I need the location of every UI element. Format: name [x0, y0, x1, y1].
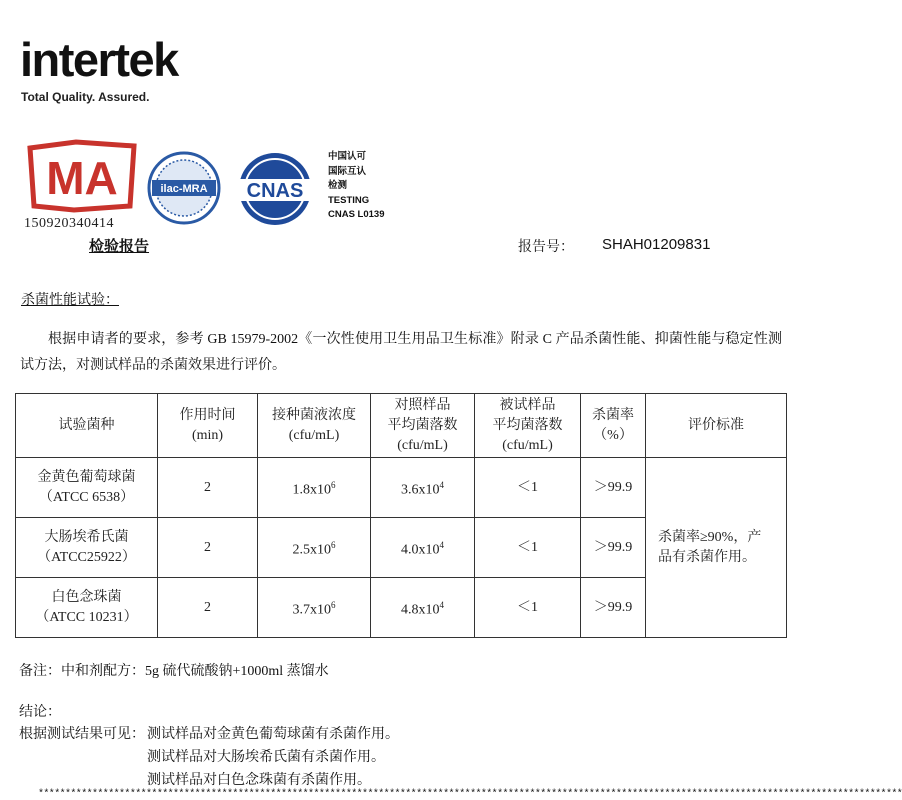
inoculum-cell: $3.7x10^6$: [258, 578, 371, 638]
footer-divider: ****************************************************************************************************************************************************************: [38, 789, 902, 800]
brand-tagline: Total Quality. Assured.: [21, 90, 150, 104]
svg-text:MA: MA: [46, 152, 118, 204]
ilac-mra-seal-icon: [146, 150, 222, 226]
cma-number: 150920340414: [24, 216, 114, 231]
time-cell: 2: [158, 578, 258, 638]
cnas-seal-icon: [232, 150, 318, 228]
header-cell: 接种菌液浓度 (cfu/mL): [258, 394, 371, 458]
svg-text:ilac-MRA: ilac-MRA: [160, 183, 208, 195]
cnas-line: 中国认可: [328, 151, 367, 162]
time-cell: 2: [158, 518, 258, 578]
control-count-cell: $4.0x10^4$: [371, 518, 475, 578]
results-table: [15, 393, 787, 638]
cnas-accreditation-text: [328, 150, 385, 223]
report-number-label: 报告号：: [518, 240, 574, 255]
cnas-line: TESTING: [328, 194, 370, 206]
conclusion-line: 测试样品对白色念珠菌有杀菌作用。: [147, 773, 371, 788]
tested-count-cell: ＜1: [475, 518, 581, 578]
intertek-logo: intertek: [20, 33, 178, 86]
header-cell: 作用时间 (min): [158, 394, 258, 458]
conclusion-title: 结论：: [19, 705, 61, 720]
time-cell: 2: [158, 458, 258, 518]
conclusion-line: 测试样品对大肠埃希氏菌有杀菌作用。: [147, 750, 385, 765]
inoculum-cell: $1.8x10^6$: [258, 458, 371, 518]
inoculum-cell: $2.5x10^6$: [258, 518, 371, 578]
svg-text:CNAS: CNAS: [246, 180, 304, 202]
header-cell: 被试样品 平均菌落数 (cfu/mL): [475, 394, 581, 458]
tested-count-cell: ＜1: [475, 578, 581, 638]
conclusion-lead: 根据测试结果可见：: [19, 727, 145, 742]
control-count-cell: $4.8x10^4$: [371, 578, 475, 638]
neutralizer-note: 备注：中和剂配方：5g 硫代硫酸钠+1000ml 蒸馏水: [19, 664, 329, 679]
conclusion-line: 测试样品对金黄色葡萄球菌有杀菌作用。: [147, 727, 399, 742]
cnas-line: 检测: [328, 180, 348, 191]
cnas-line: CNAS L0139: [328, 209, 385, 220]
intro-paragraph: 根据申请者的要求，参考 GB 15979-2002《一次性使用卫生用品卫生标准》附录 C 产品杀菌性能、抑菌性能与稳定性测试方法，对测试样品的杀菌效果进行评价。: [20, 332, 782, 373]
table-header-row: [16, 394, 787, 458]
header-cell: 杀菌率 （%）: [581, 394, 646, 458]
kill-rate-cell: ＞99.9: [581, 518, 646, 578]
kill-rate-cell: ＞99.9: [581, 578, 646, 638]
cma-seal-icon: [26, 140, 138, 212]
report-number: SHAH01209831: [602, 236, 711, 253]
strain-cell: 大肠埃希氏菌 （ATCC25922）: [16, 518, 158, 578]
tested-count-cell: ＜1: [475, 458, 581, 518]
strain-cell: 金黄色葡萄球菌 （ATCC 6538）: [16, 458, 158, 518]
strain-cell: 白色念珠菌 （ATCC 10231）: [16, 578, 158, 638]
header-cell: 对照样品 平均菌落数 (cfu/mL): [371, 394, 475, 458]
kill-rate-cell: ＞99.9: [581, 458, 646, 518]
table-row: [16, 458, 787, 518]
section-title: 杀菌性能试验：: [21, 293, 119, 308]
header-cell: 评价标准: [646, 394, 787, 458]
cnas-line: 国际互认: [328, 165, 367, 177]
control-count-cell: $3.6x10^4$: [371, 458, 475, 518]
criteria-cell: 杀菌率≥90%，产品有杀菌作用。: [646, 458, 787, 638]
header-cell: 试验菌种: [16, 394, 158, 458]
report-title: 检验报告: [89, 239, 150, 255]
